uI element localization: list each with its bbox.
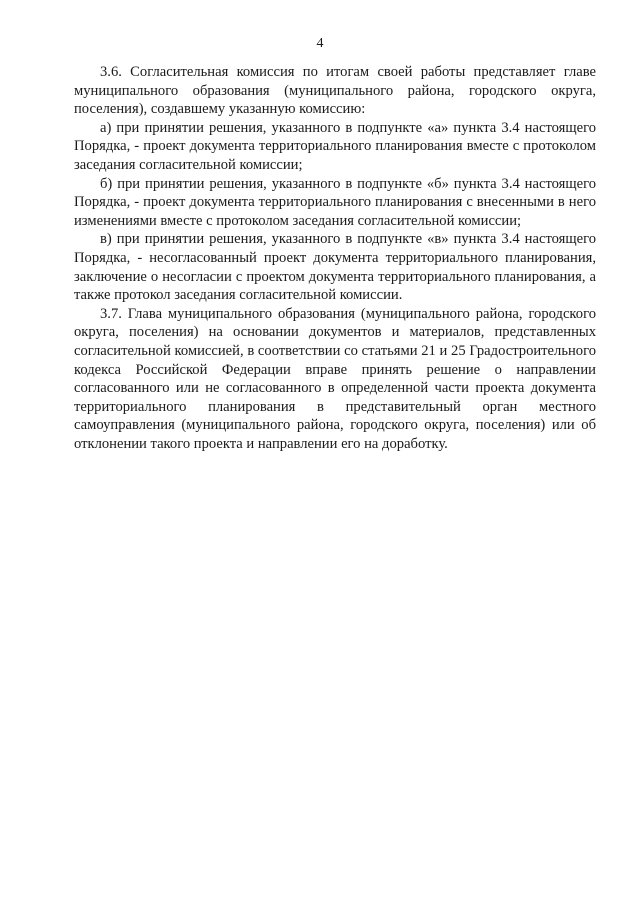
paragraph-3-6-a: а) при принятии решения, указанного в подпункте «а» пункта 3.4 настоящего Порядка, - проект документа территориального планирования вместе с протоколом заседания согласительной комиссии;	[74, 119, 596, 173]
page-number: 4	[316, 36, 324, 51]
paragraph-3-6-v: в) при принятии решения, указанного в подпункте «в» пункта 3.4 настоящего Порядка, - несогласованный проект документа территориального планирования, заключение о несогласии с проектом документа территориального планирования, а также протокол заседания согласительной комиссии.	[74, 231, 596, 304]
paragraph-3-7: 3.7. Глава муниципального образования (муниципального района, городского округа, поселения) на основании документов и материалов, представленных согласительной комиссией, в соответствии со статьями 21 и 25 Градостроительного кодекса Российской Федерации вправе принять решение о направлении согласованного или не согласованного в определенной части проекта документа территориального планирования в представительный орган местного самоуправления (муниципального района, городского округа, поселения) или об отклонении такого проекта и направлении его на доработку.	[74, 305, 596, 452]
document-body	[74, 63, 596, 453]
paragraph-3-6-b: б) при принятии решения, указанного в подпункте «б» пункта 3.4 настоящего Порядка, - проект документа территориального планирования с внесенными в него изменениями вместе с протоколом заседания согласительной комиссии;	[74, 175, 596, 229]
paragraph-3-6: 3.6. Согласительная комиссия по итогам своей работы представляет главе муниципального образования (муниципального района, городского округа, поселения), создавшему указанную комиссию:	[74, 64, 596, 118]
